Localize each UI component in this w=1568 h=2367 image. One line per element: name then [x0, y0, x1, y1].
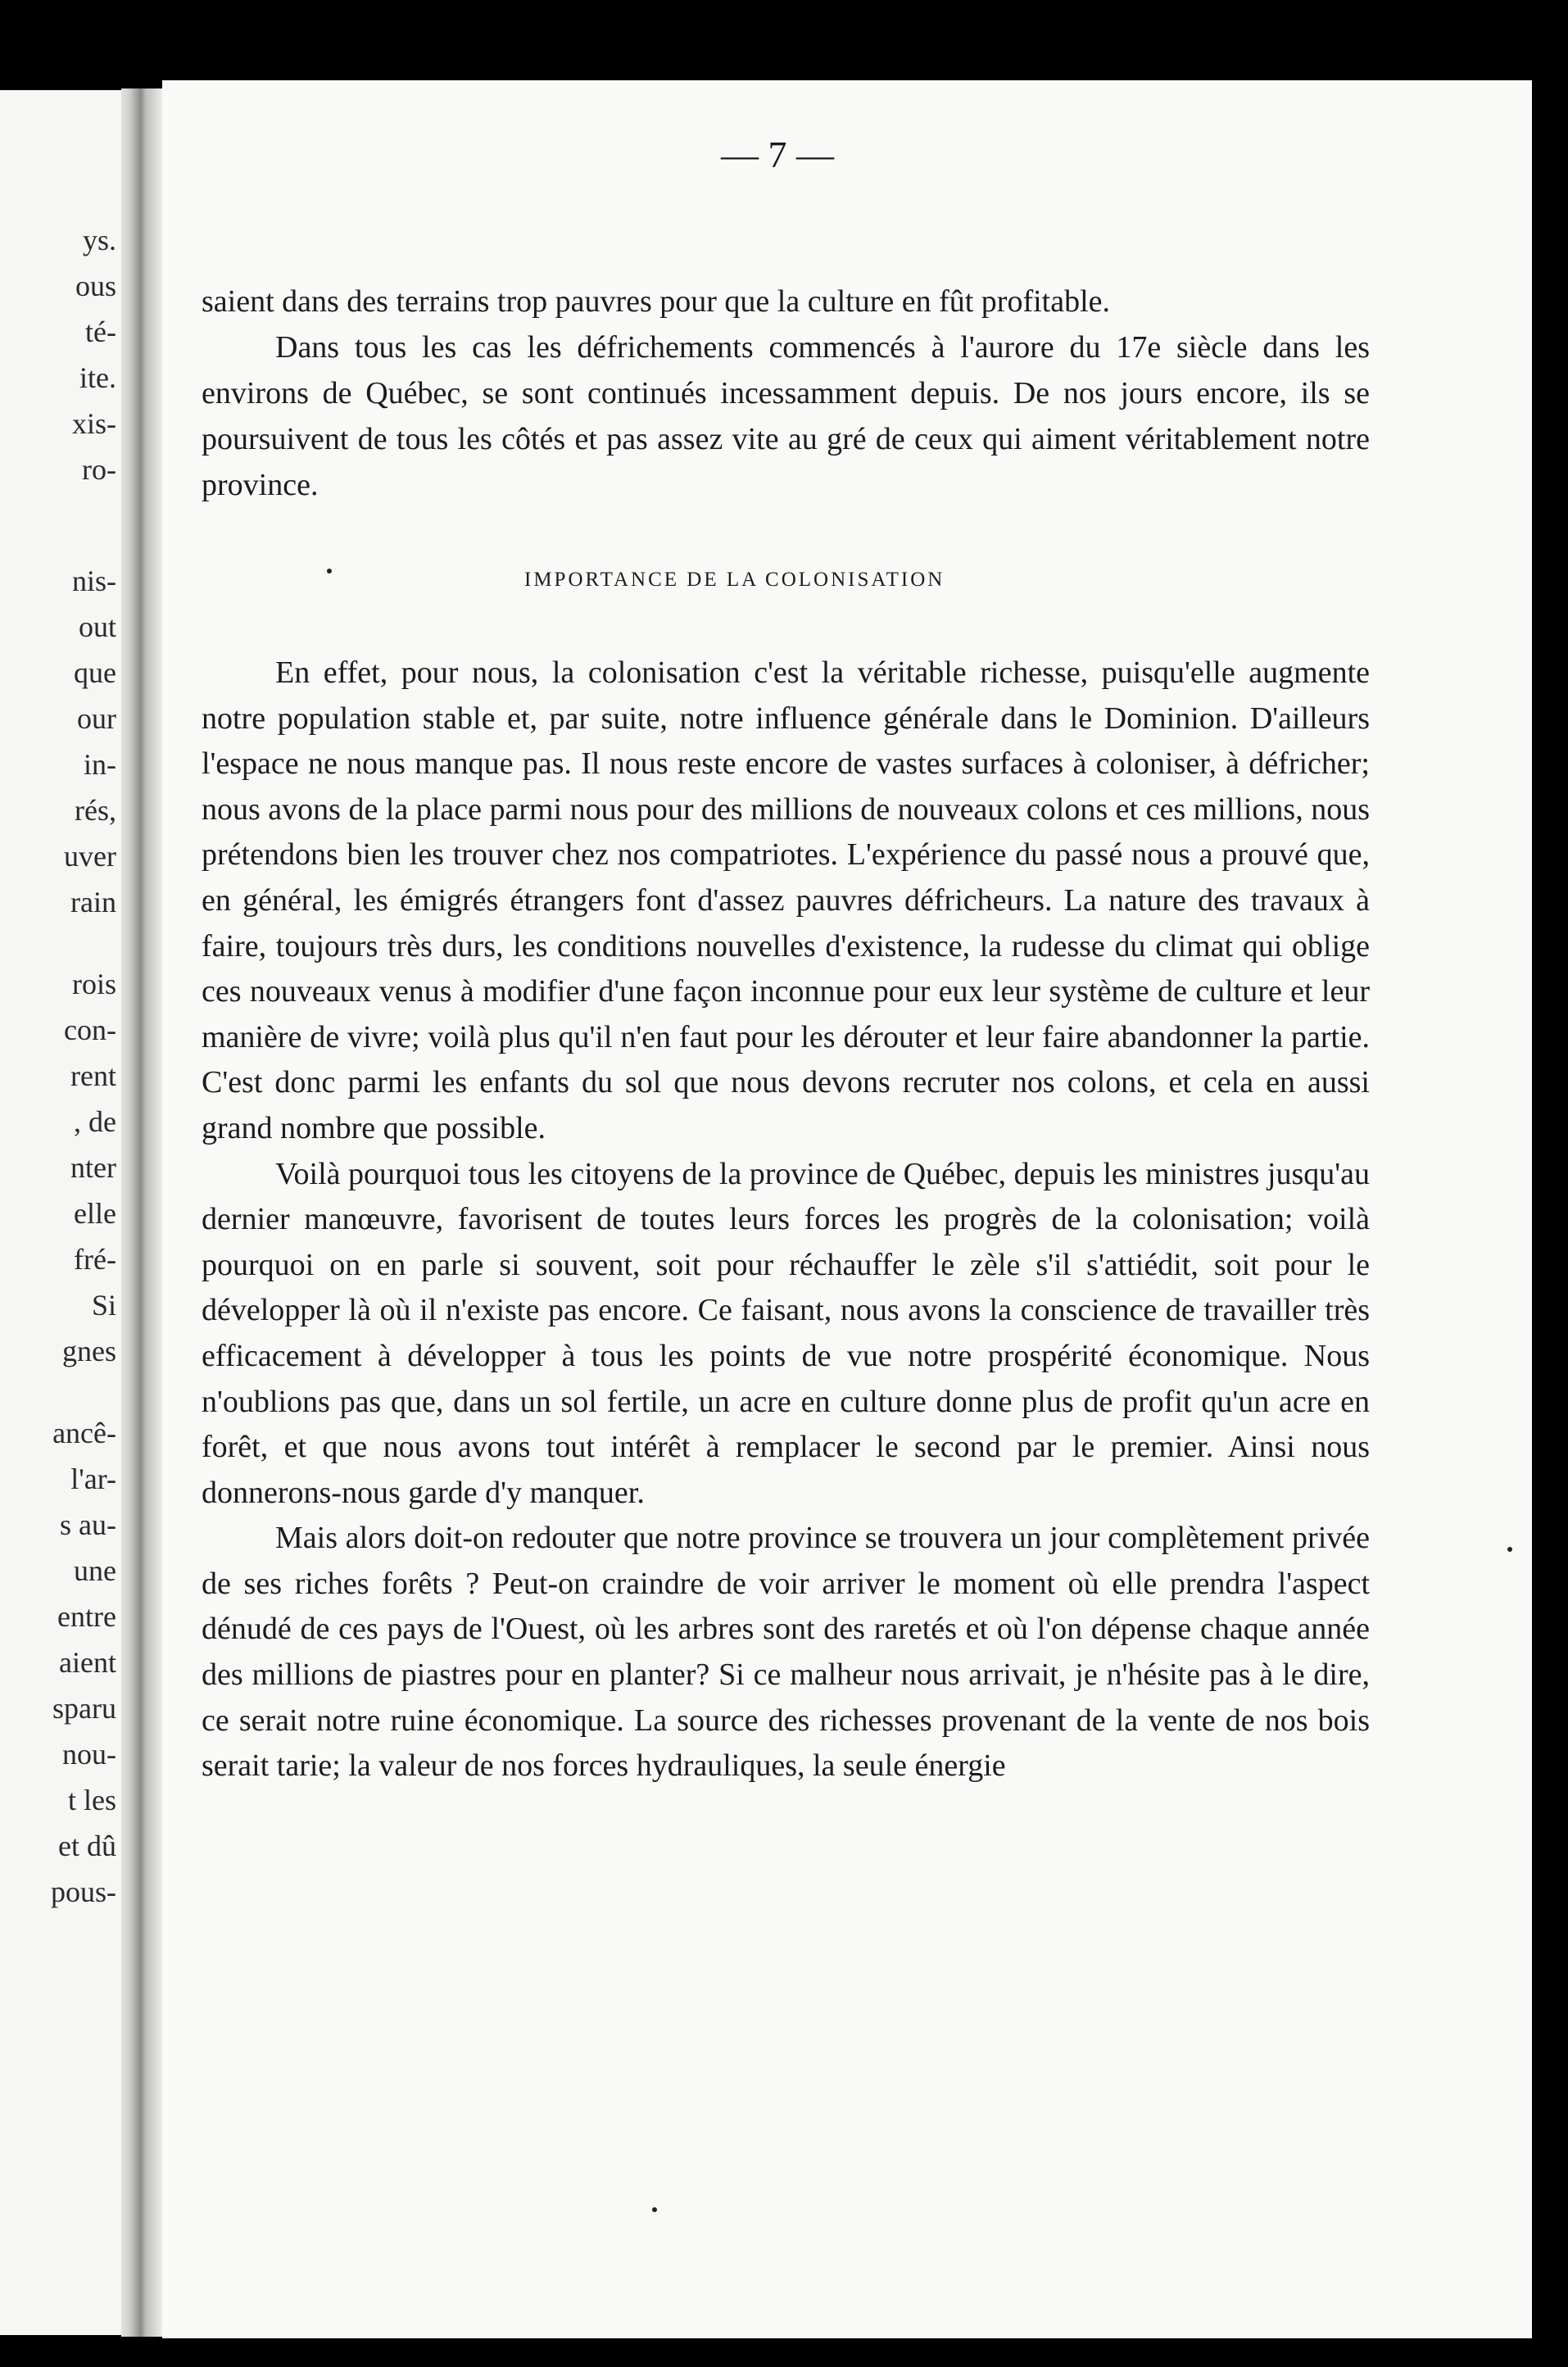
left-page-fragment: out — [78, 610, 116, 643]
left-page-fragment: t les — [68, 1784, 116, 1816]
scan-speck — [1507, 1547, 1512, 1552]
left-page-fragment: nter — [70, 1151, 116, 1184]
book-spine — [121, 88, 162, 2337]
scan-speck — [327, 569, 332, 574]
left-page-fragment: s au- — [60, 1508, 116, 1541]
left-page-fragment: l'ar- — [70, 1462, 116, 1495]
left-page-fragment: , de — [74, 1105, 116, 1138]
intro-paragraph: Dans tous les cas les défrichements commencés à l'aurore du 17e siècle dans les environs de Québec, se sont continués incessamment depuis. De nos jours encore, ils se poursuivent de tous les côtés et pas assez vite au gré de ceux qui aiment véritablement notre province. — [202, 330, 1370, 502]
paragraph-1: En effet, pour nous, la colonisation c'est la véritable richesse, puisqu'elle augmente notre population stable et, par suite, notre influence générale dans le Dominion. D'ailleurs l'espace ne nous manque pas. Il nous reste encore de vastes surfaces à coloniser, à défricher; nous avons de la place parmi nous pour des millions de nouveaux colons et ces millions, nous prétendons bien les trouver chez nos compatriotes. L'expérience du passé nous a prouvé que, en général, les émigrés étrangers font d'assez pauvres défricheurs. La nature des travaux à faire, toujours très durs, les conditions nouvelles d'existence, la rudesse du climat qui oblige ces nouveaux venus à modifier d'une façon inconnue pour eux leur système de culture et leur manière de vivre; voilà plus qu'il n'en faut pour les dérouter et leur faire abandonner la partie. C'est donc parmi les enfants du sol que nous devons recruter nos colons, et cela en aussi grand nombre que possible. — [202, 655, 1370, 1145]
left-page-fragment: ite. — [79, 361, 116, 394]
left-page-fragment: une — [74, 1554, 116, 1587]
paragraph-2: Voilà pourquoi tous les citoyens de la province de Québec, depuis les ministres jusqu'au dernier manœuvre, favorisent de toutes leurs forces les progrès de la colonisation; voilà pourquoi on en parle si souvent, soit pour réchauffer le zèle s'il s'attiédit, soit pour le développer là où il n'existe pas encore. Ce faisant, nous avons la conscience de travailler très efficacement à développer à tous les points de vue notre prospérité économique. Nous n'oublions pas que, dans un sol fertile, un acre en culture donne plus de profit qu'un acre en forêt, et que nous avons tout intérêt à remplacer le second par le premier. Ainsi nous donnerons-nous garde d'y manquer. — [202, 1156, 1370, 1510]
left-page-fragment: ys. — [82, 224, 116, 256]
left-page-fragment: entre — [57, 1600, 116, 1633]
left-page-fragment: elle — [74, 1197, 116, 1230]
intro-text — [202, 279, 1370, 508]
left-page-fragment: uver — [64, 840, 116, 873]
left-page-fragment: nis- — [72, 565, 116, 597]
left-page-fragment: nou- — [62, 1738, 116, 1771]
left-page-fragment: que — [74, 656, 116, 689]
left-page-fragment: con- — [64, 1013, 116, 1046]
left-page-fragment: fré- — [74, 1243, 116, 1276]
intro-line: saient dans des terrains trop pauvres pour que la culture en fût profitable. — [202, 284, 1111, 319]
left-page-fragment: et dû — [58, 1830, 116, 1862]
left-page-fragment: ous — [75, 270, 116, 302]
left-page-fragment: ancê- — [52, 1417, 116, 1449]
left-page-fragment: our — [77, 702, 116, 735]
page-number: — 7 — — [721, 134, 834, 175]
body-text — [202, 651, 1370, 1789]
left-page-fragment: gnes — [62, 1335, 116, 1367]
left-page-fragment: pous- — [51, 1875, 116, 1908]
left-page-fragment: aient — [59, 1646, 116, 1679]
left-page-fragment: té- — [85, 315, 116, 348]
scan-speck — [652, 2207, 657, 2212]
left-page-fragment: rois — [72, 968, 116, 1000]
left-page-edge — [0, 90, 121, 2335]
paragraph-3: Mais alors doit-on redouter que notre province se trouvera un jour complètement privée de ses riches forêts ? Peut-on craindre de voir arriver le moment où elle prendra l'aspect dénudé de ces pays de l'Ouest, où les arbres sont des raretés et où l'on dépense chaque année des millions de piastres pour en planter? Si ce malheur nous arrivait, je n'hésite pas à le dire, ce serait notre ruine économique. La source des richesses provenant de la vente de nos bois serait tarie; la valeur de nos forces hydrauliques, la seule énergie — [202, 1521, 1370, 1784]
left-page-fragment: rain — [70, 886, 116, 918]
left-page-fragment: Si — [91, 1289, 116, 1322]
left-page-fragment: sparu — [52, 1692, 116, 1725]
left-page-fragment: xis- — [72, 407, 116, 440]
left-page-fragment: in- — [84, 748, 116, 781]
left-page-fragment: ro- — [82, 453, 116, 486]
section-heading: IMPORTANCE DE LA COLONISATION — [524, 569, 945, 591]
left-page-fragment: rent — [70, 1059, 116, 1092]
left-page-fragment: rés, — [75, 794, 116, 827]
